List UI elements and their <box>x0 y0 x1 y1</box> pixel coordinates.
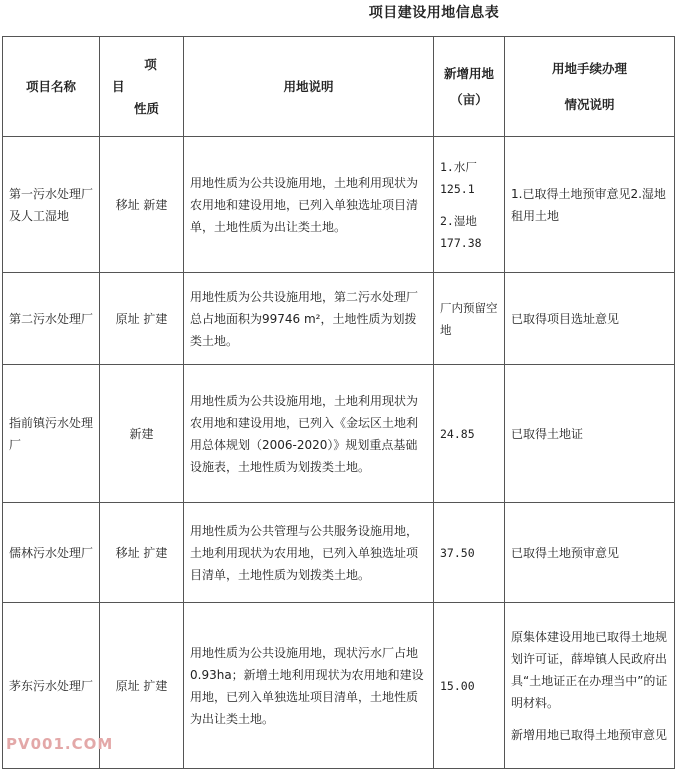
table-row <box>3 503 675 603</box>
project-name-cell: 第二污水处理厂 <box>3 273 100 365</box>
header-project-name: 项目名称 <box>3 37 100 137</box>
header-area-line2: （亩） <box>450 91 488 107</box>
procedure-cell: 1.已取得土地预审意见2.湿地租用土地 <box>505 137 675 273</box>
project-nature-cell: 原址 扩建 <box>100 273 184 365</box>
project-name-cell: 指前镇污水处理厂 <box>3 365 100 503</box>
new-land-area-cell: 24.85 <box>434 365 505 503</box>
header-procedure-line2: 情况说明 <box>564 96 615 112</box>
table-row <box>3 273 675 365</box>
land-description-cell: 用地性质为公共设施用地，土地利用现状为农用地和建设用地，已列入单独选址项目清单，土地性质为出让类土地。 <box>184 137 434 273</box>
project-nature-cell: 原址 扩建 <box>100 603 184 769</box>
new-land-area-cell: 37.50 <box>434 503 505 603</box>
project-name-cell: 儒林污水处理厂 <box>3 503 100 603</box>
procedure-part-1: 原集体建设用地已取得土地规划许可证，薛埠镇人民政府出具“土地证正在办理当中”的证明材料。 <box>511 629 668 710</box>
project-nature-cell: 移址 新建 <box>100 137 184 273</box>
area-part-1: 1.水厂125.1 <box>440 159 477 196</box>
header-nature-line3: 性质 <box>133 100 159 116</box>
project-nature-cell: 移址 扩建 <box>100 503 184 603</box>
land-description-cell: 用地性质为公共设施用地，第二污水处理厂总占地面积为99746 m²，土地性质为划拨类土地。 <box>184 273 434 365</box>
site-watermark: PV001.COM <box>6 735 114 753</box>
procedure-cell: 已取得土地证 <box>505 365 675 503</box>
header-land-description: 用地说明 <box>184 37 434 137</box>
header-nature-line2: 目 <box>112 78 125 94</box>
land-description-cell: 用地性质为公共设施用地，土地利用现状为农用地和建设用地，已列入《金坛区土地利用总体规划（2006-2020）》规划重点基础设施表，土地性质为划拨类土地。 <box>184 365 434 503</box>
header-procedure-line1: 用地手续办理 <box>551 60 627 76</box>
header-procedure <box>505 37 675 137</box>
project-name-cell: 第一污水处理厂及人工湿地 <box>3 137 100 273</box>
land-info-table <box>2 36 675 769</box>
header-row <box>3 37 675 137</box>
header-nature-line1: 项 <box>144 56 157 72</box>
project-name-cell: 茅东污水处理厂 <box>3 603 100 769</box>
new-land-area-cell: 15.00 <box>434 603 505 769</box>
table-title: 项目建设用地信息表 <box>368 5 500 21</box>
procedure-cell: 已取得项目选址意见 <box>505 273 675 365</box>
table-row <box>3 365 675 503</box>
procedure-cell: 已取得土地预审意见 <box>505 503 675 603</box>
new-land-area-cell <box>434 137 505 273</box>
area-part-2: 2.湿地177.38 <box>440 213 482 250</box>
header-area-line1: 新增用地 <box>443 65 494 81</box>
header-project-nature <box>100 37 184 137</box>
land-description-cell: 用地性质为公共管理与公共服务设施用地，土地利用现状为农用地，已列入单独选址项目清单，土地性质为划拨类土地。 <box>184 503 434 603</box>
land-description-cell: 用地性质为公共设施用地，现状污水厂占地0.93ha；新增土地利用现状为农用地和建设用地，已列入单独选址项目清单，土地性质为出让类土地。 <box>184 603 434 769</box>
table-row <box>3 137 675 273</box>
header-new-land-area <box>434 37 505 137</box>
procedure-part-2: 新增用地已取得土地预审意见 <box>511 727 668 742</box>
procedure-cell <box>505 603 675 769</box>
new-land-area-cell: 厂内预留空地 <box>434 273 505 365</box>
project-nature-cell: 新建 <box>100 365 184 503</box>
